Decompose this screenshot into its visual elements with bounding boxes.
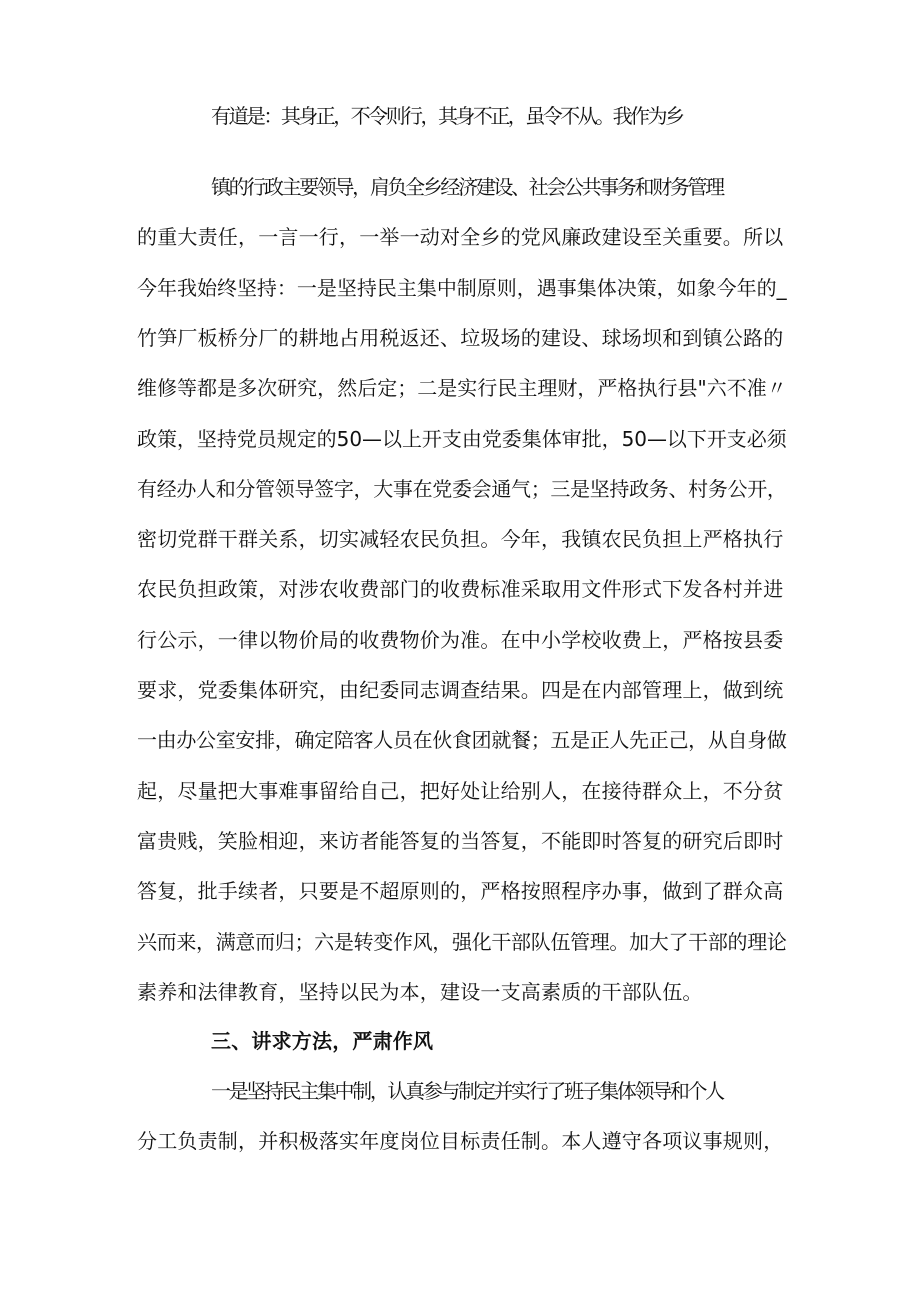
paragraph-line: 分工负责制，并积极落实年度岗位目标责任制。本人遵守各项议事规则，	[137, 1129, 784, 1153]
paragraph-line: 今年我始终坚持：一是坚持民主集中制原则，遇事集体决策，如象今年的_	[137, 276, 787, 300]
paragraph-line: 行公示，一律以物价局的收费物价为准。在中小学校收费上，严格按县委	[137, 628, 784, 652]
paragraph-line: 镇的行政主要领导，肩负全乡经济建设、社会公共事务和财务管理	[211, 175, 723, 199]
paragraph-line: 兴而来，满意而归；六是转变作风，强化干部队伍管理。加大了干部的理论	[137, 930, 787, 954]
paragraph-line: 密切党群干群关系，切实减轻农民负担。今年，我镇农民负担上严格执行	[137, 527, 784, 551]
paragraph-line: 维修等都是多次研究，然后定；二是实行民主理财，严格执行县"六不准〃	[137, 376, 787, 400]
paragraph-line: 有经办人和分管领导签字，大事在党委会通气；三是坚持政务、村务公开，	[137, 477, 787, 501]
section-heading: 三、讲求方法，严肃作风	[211, 1029, 434, 1053]
paragraph-line: 的重大责任，一言一行，一举一动对全乡的党风廉政建设至关重要。所以	[137, 225, 784, 249]
paragraph-line: 一是坚持民主集中制，认真参与制定并实行了班子集体领导和个人	[211, 1079, 723, 1103]
paragraph-line: 有道是：其身正，不令则行，其身不正，虽令不从。我作为乡	[211, 104, 683, 128]
paragraph-line: 富贵贱，笑脸相迎，来访者能答复的当答复，不能即时答复的研究后即时	[137, 829, 784, 853]
paragraph-line: 农民负担政策，对涉农收费部门的收费标准采取用文件形式下发各村并进	[137, 577, 784, 601]
paragraph-line: 答复，批手续者，只要是不超原则的，严格按照程序办事，做到了群众高	[137, 879, 784, 903]
paragraph-line: 政策，坚持党员规定的50—以上开支由党委集体审批，50—以下开支必须	[137, 427, 787, 451]
paragraph-line: 竹笋厂板桥分厂的耕地占用税返还、垃圾场的建设、球场坝和到镇公路的	[137, 326, 784, 350]
paragraph-line: 一由办公室安排，确定陪客人员在伙食团就餐；五是正人先正己，从自身做	[137, 728, 787, 752]
paragraph-line: 要求，党委集体研究，由纪委同志调查结果。四是在内部管理上，做到统	[137, 678, 784, 702]
paragraph-line: 素养和法律教育，坚持以民为本，建设一支高素质的干部队伍。	[137, 980, 703, 1004]
paragraph-line: 起，尽量把大事难事留给自己，把好处让给别人，在接待群众上，不分贫	[137, 779, 784, 803]
